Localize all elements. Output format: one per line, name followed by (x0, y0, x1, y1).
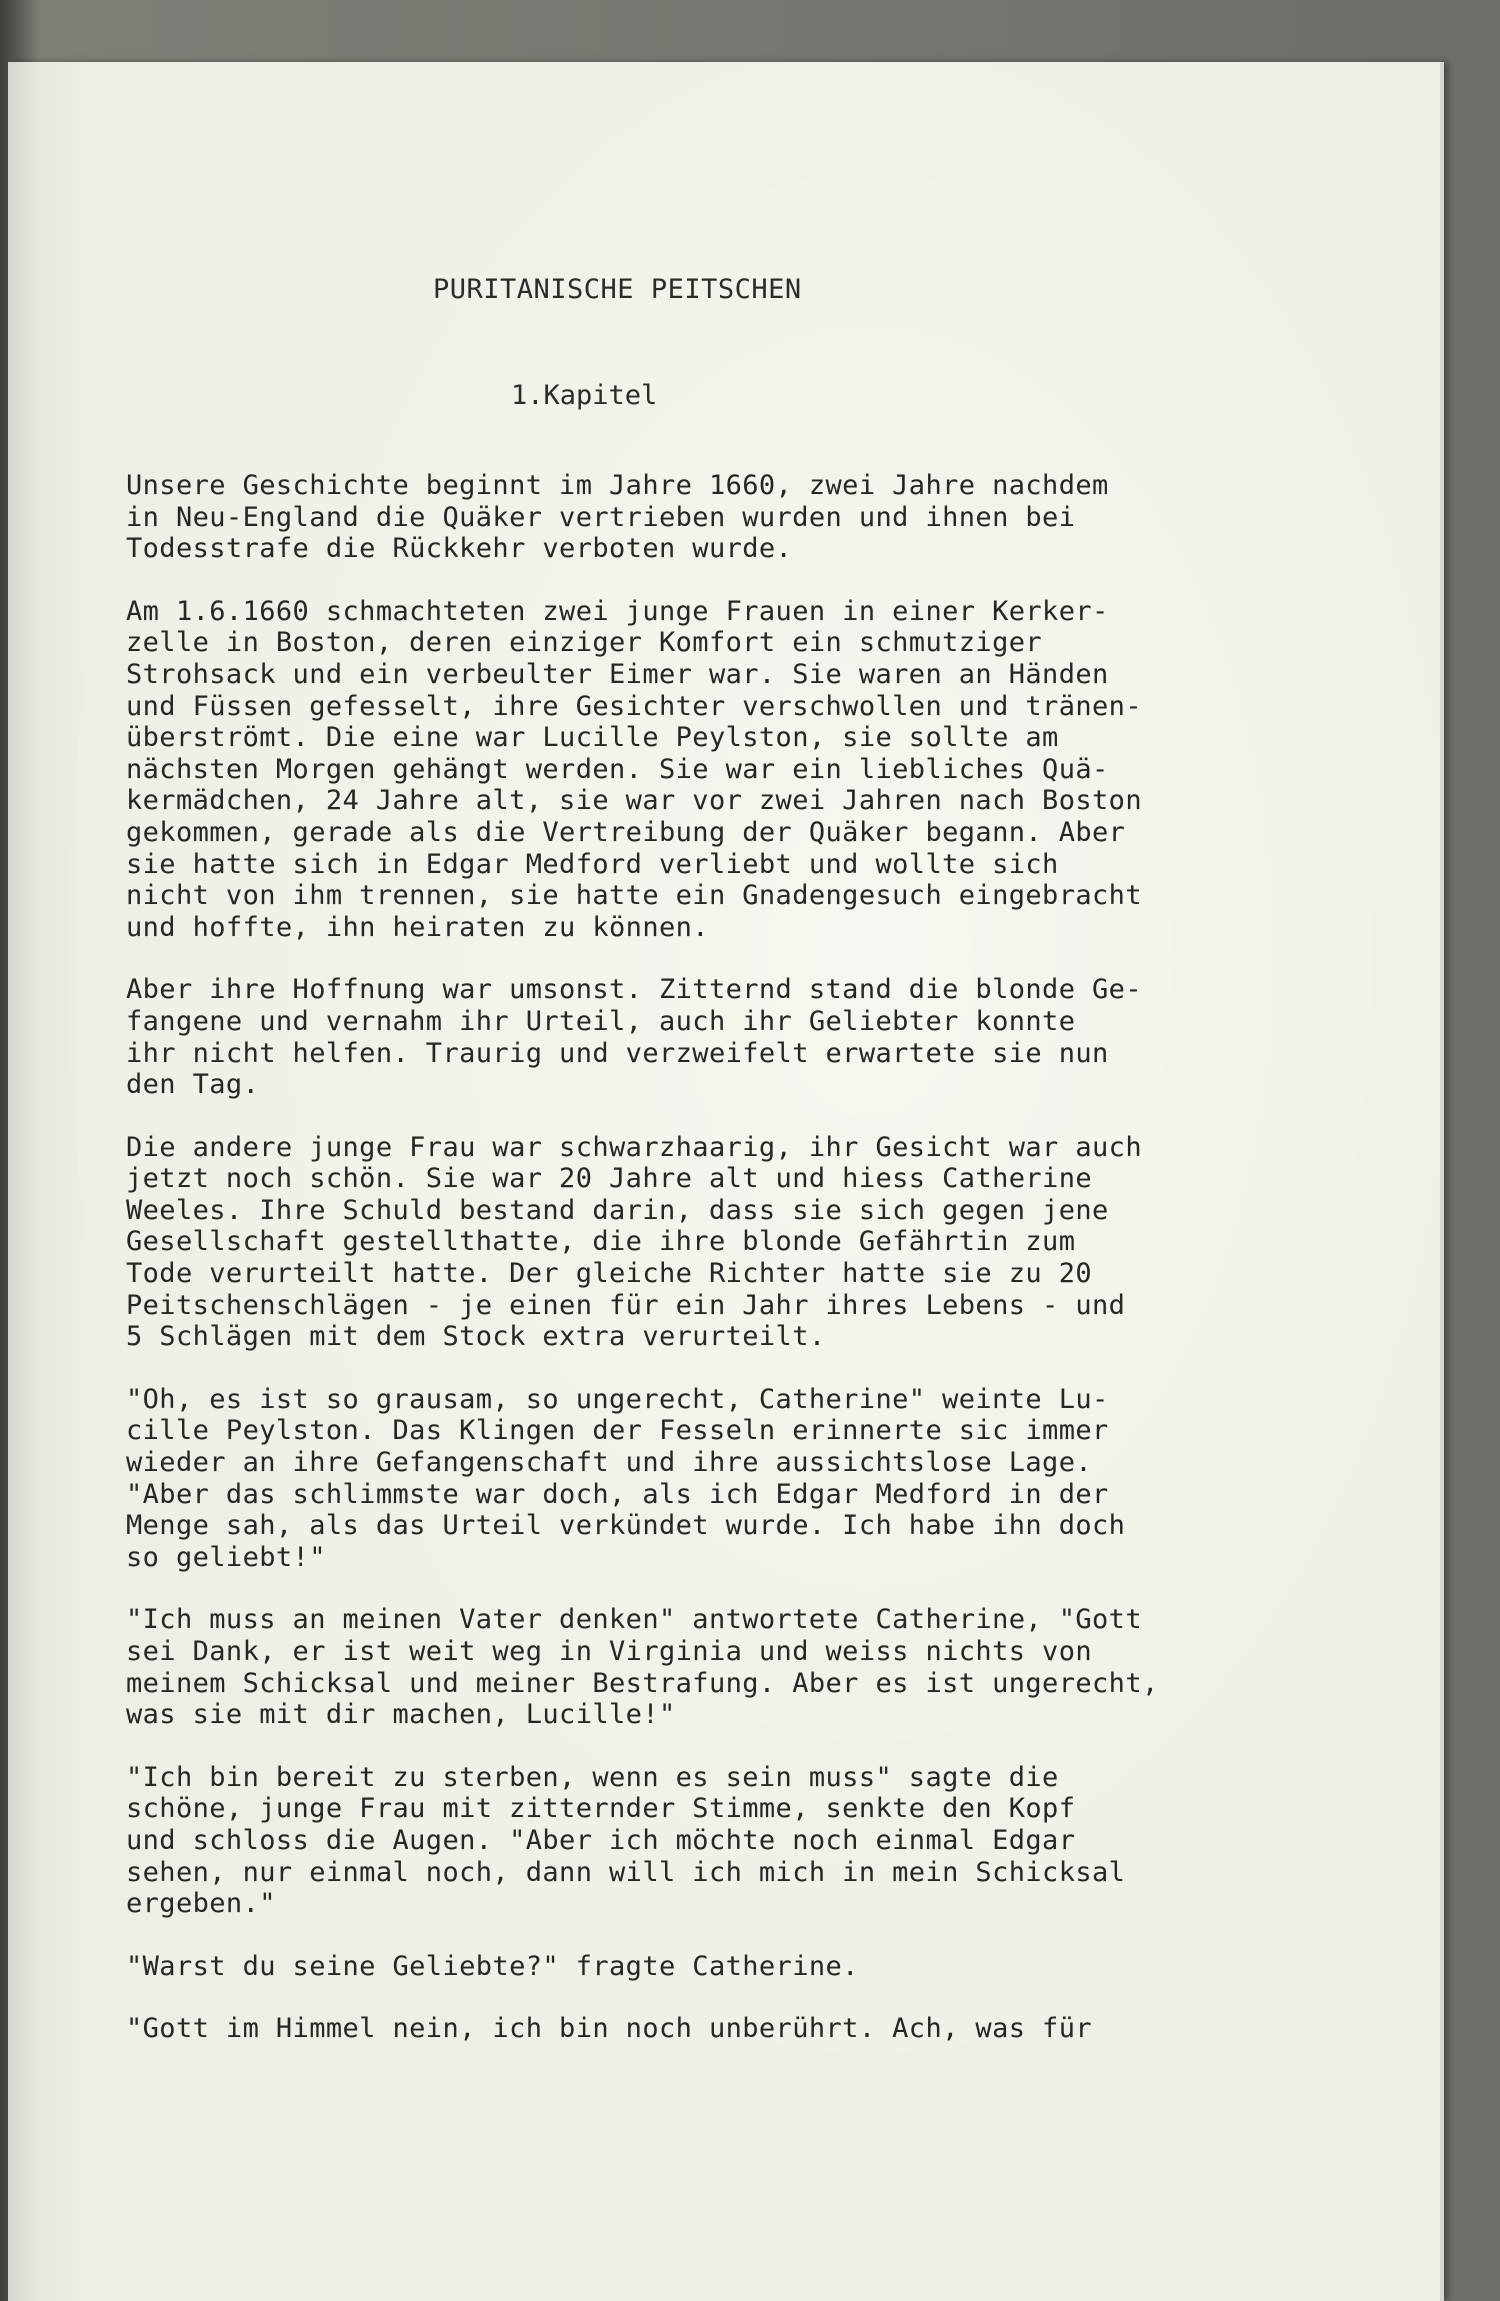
text-line: meinem Schicksal und meiner Bestrafung. Aber es ist ungerecht, (126, 1667, 1159, 1699)
text-line: "Aber das schlimmste war doch, als ich Edgar Medford in der (126, 1478, 1109, 1510)
paragraph (126, 1132, 1416, 1353)
text-line: sehen, nur einmal noch, dann will ich mich in mein Schicksal (126, 1856, 1126, 1888)
text-line: fangene und vernahm ihr Urteil, auch ihr Geliebter konnte (126, 1005, 1076, 1037)
text-line: und Füssen gefesselt, ihre Gesichter verschwollen und tränen- (126, 690, 1142, 722)
text-line: ergeben." (126, 1888, 276, 1920)
paragraph (126, 1951, 1416, 1983)
text-line: nicht von ihm trennen, sie hatte ein Gnadengesuch eingebracht (126, 880, 1142, 912)
page-edge (1440, 62, 1444, 2301)
text-line: so geliebt!" (126, 1541, 326, 1573)
text-line: Weeles. Ihre Schuld bestand darin, dass sie sich gegen jene (126, 1194, 1109, 1226)
text-line: cille Peylston. Das Klingen der Fesseln erinnerte sic immer (126, 1415, 1109, 1447)
text-line: den Tag. (126, 1069, 260, 1101)
text-line: Unsere Geschichte beginnt im Jahre 1660, zwei Jahre nachdem (126, 470, 1109, 501)
paragraph (126, 596, 1416, 944)
text-line: jetzt noch schön. Sie war 20 Jahre alt und hiess Catherine (126, 1163, 1093, 1195)
paragraph (126, 2013, 1416, 2045)
text-line: Strohsack und ein verbeulter Eimer war. Sie waren an Händen (126, 658, 1109, 690)
text-line: "Oh, es ist so grausam, so ungerecht, Catherine" weinte Lu- (126, 1383, 1109, 1415)
text-line: was sie mit dir machen, Lucille!" (126, 1699, 676, 1731)
page-title: PURITANISCHE PEITSCHEN (433, 274, 802, 305)
text-line: sei Dank, er ist weit weg in Virginia und weiss nichts von (126, 1636, 1093, 1667)
text-line: in Neu-England die Quäker vertrieben wurden und ihnen bei (126, 501, 1076, 533)
text-line: überströmt. Die eine war Lucille Peylston, sie sollte am (126, 722, 1059, 754)
text-line: ihr nicht helfen. Traurig und verzweifelt erwartete sie nun (126, 1037, 1109, 1069)
text-line: "Ich muss an meinen Vater denken" antwortete Catherine, "Gott (126, 1604, 1142, 1636)
text-line: Die andere junge Frau war schwarzhaarig, ihr Gesicht war auch (126, 1131, 1142, 1163)
paragraph (126, 1762, 1416, 1920)
text-line: gekommen, gerade als die Vertreibung der Quäker begann. Aber (126, 816, 1126, 848)
text-line: "Ich bin bereit zu sterben, wenn es sein muss" sagte die (126, 1761, 1059, 1793)
text-line: und hoffte, ihn heiraten zu können. (126, 911, 709, 943)
text-line: Aber ihre Hoffnung war umsonst. Zitternd stand die blonde Ge- (126, 974, 1142, 1006)
paragraph (126, 974, 1416, 1100)
text-line: Todesstrafe die Rückkehr verboten wurde. (126, 533, 793, 565)
paragraph (126, 1604, 1416, 1730)
text-line: Am 1.6.1660 schmachteten zwei junge Frauen in einer Kerker- (126, 595, 1109, 627)
text-line: schöne, junge Frau mit zitternder Stimme, senkte den Kopf (126, 1793, 1076, 1825)
text-line: wieder an ihre Gefangenschaft und ihre aussichtslose Lage. (126, 1447, 1093, 1479)
text-line: Peitschenschlägen - je einen für ein Jahr ihres Lebens - und (126, 1289, 1126, 1321)
text-line: nächsten Morgen gehängt werden. Sie war ein liebliches Quä- (126, 753, 1109, 785)
text-line: kermädchen, 24 Jahre alt, sie war vor zwei Jahren nach Boston (126, 785, 1142, 817)
body-text (126, 470, 1416, 2076)
typewritten-page (8, 62, 1444, 2301)
text-line: und schloss die Augen. "Aber ich möchte noch einmal Edgar (126, 1824, 1076, 1856)
text-line: "Gott im Himmel nein, ich bin noch unberührt. Ach, was für (126, 2013, 1093, 2045)
text-line: "Warst du seine Geliebte?" fragte Catherine. (126, 1950, 859, 1982)
text-line: 5 Schlägen mit dem Stock extra verurteilt. (126, 1321, 826, 1353)
text-line: Gesellschaft gestellthatte, die ihre blonde Gefährtin zum (126, 1226, 1076, 1258)
chapter-heading: 1.Kapitel (511, 380, 658, 411)
text-line: zelle in Boston, deren einziger Komfort ein schmutziger (126, 627, 1043, 659)
text-line: Tode verurteilt hatte. Der gleiche Richter hatte sie zu 20 (126, 1258, 1093, 1290)
paragraph (126, 470, 1416, 565)
text-line: sie hatte sich in Edgar Medford verliebt und wollte sich (126, 848, 1059, 880)
paragraph (126, 1384, 1416, 1574)
text-line: Menge sah, als das Urteil verkündet wurde. Ich habe ihn doch (126, 1510, 1126, 1542)
